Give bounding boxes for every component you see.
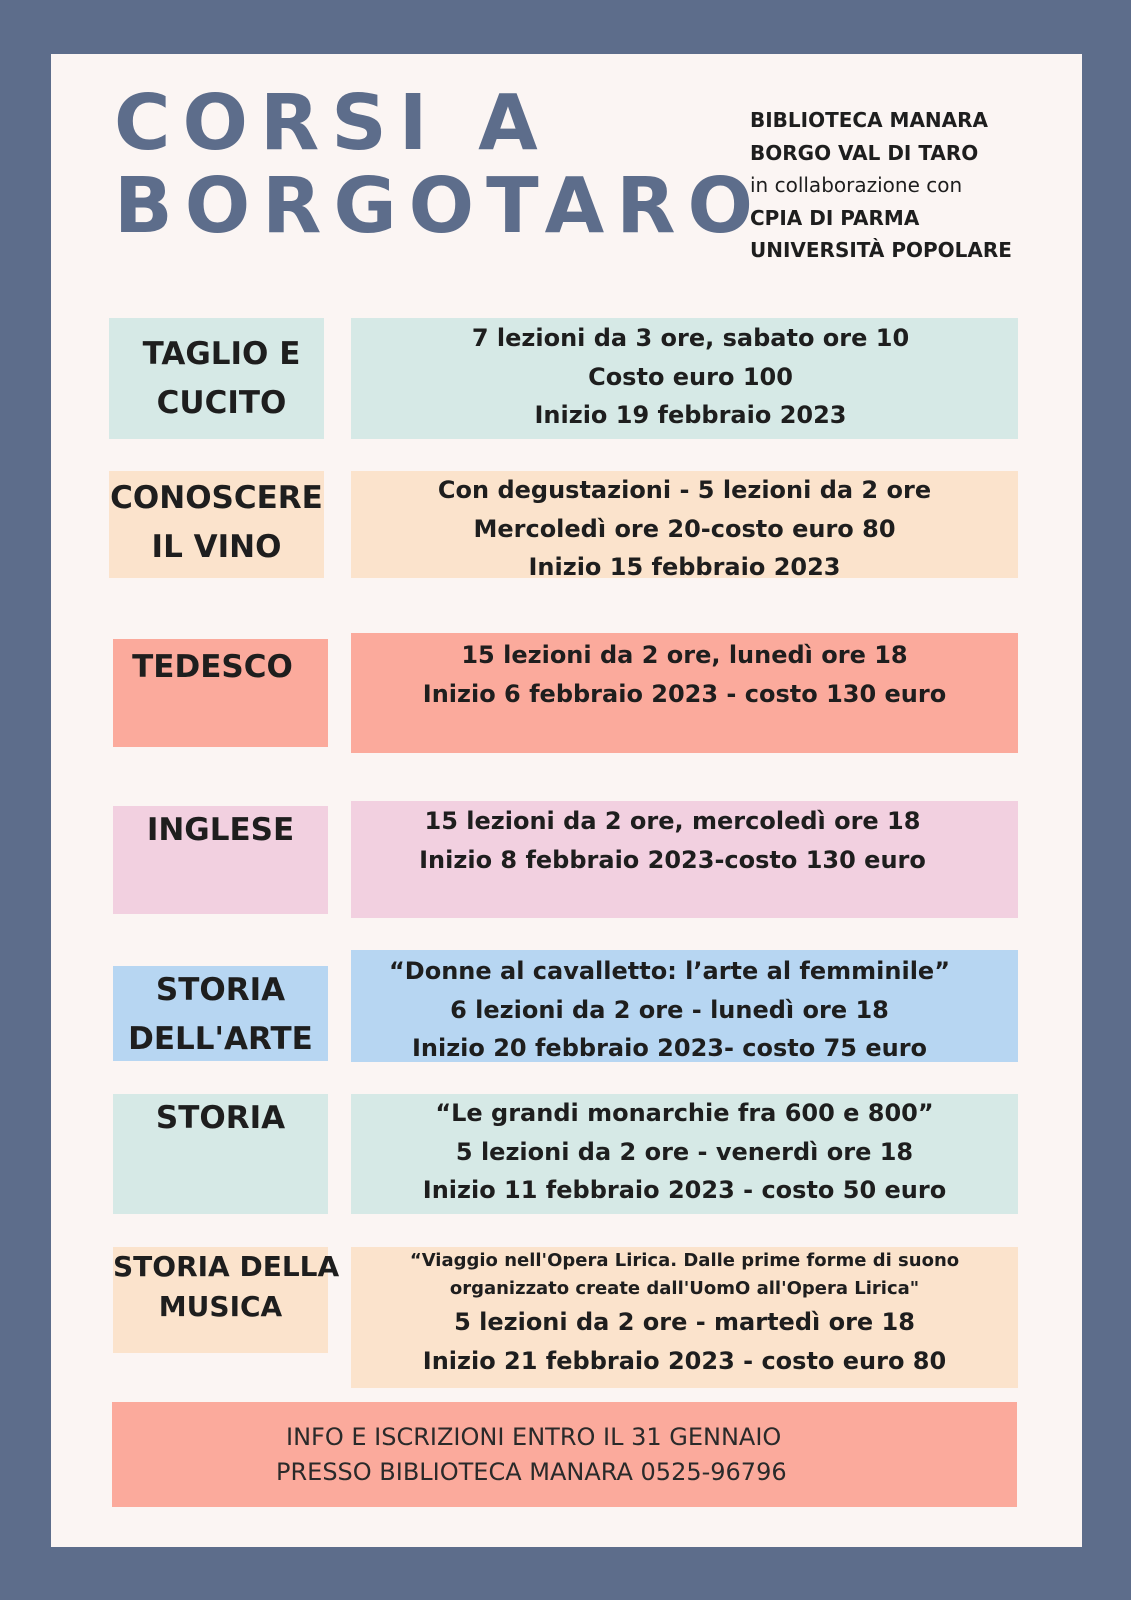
course-detail-line: 7 lezioni da 3 ore, sabato ore 10 [471, 324, 910, 352]
footer-contact: PRESSO BIBLIOTECA MANARA 0525-96796 [276, 1458, 787, 1486]
course-label-storia-arte [113, 966, 328, 1061]
course-name-line: CONOSCERE [110, 480, 323, 516]
course-details-storia-arte [351, 950, 1018, 1062]
course-details-inglese [351, 801, 1018, 918]
course-name-line: STORIA [155, 972, 286, 1008]
course-detail-line: Inizio 11 febbraio 2023 - costo 50 euro [422, 1176, 947, 1204]
course-label-tedesco [113, 639, 328, 747]
flyer-sheet [51, 54, 1082, 1547]
page-title [114, 79, 765, 251]
course-detail-line: Inizio 19 febbraio 2023 [534, 401, 847, 429]
course-detail-line: Inizio 20 febbraio 2023- costo 75 euro [411, 1034, 928, 1062]
course-name-line: TAGLIO E [142, 336, 301, 372]
course-subtitle-line: “Viaggio nell'Opera Lirica. Dalle prime forme di suono [409, 1250, 960, 1271]
course-label-storia [113, 1094, 328, 1214]
footer-registration: INFO E ISCRIZIONI ENTRO IL 31 GENNAIO [286, 1423, 782, 1451]
course-name-line: IL VINO [151, 529, 282, 565]
course-label-conoscere-vino [109, 471, 324, 578]
course-label-storia-musica [113, 1247, 340, 1353]
course-name-line: TEDESCO [132, 649, 293, 685]
course-detail-line: Mercoledì ore 20-costo euro 80 [473, 514, 896, 543]
course-details-taglio-cucito [351, 318, 1018, 439]
course-detail-line: “Donne al cavalletto: l’arte al femminile” [389, 957, 950, 985]
course-detail-line: Inizio 21 febbraio 2023 - costo euro 80 [422, 1346, 947, 1375]
organizer-library: BIBLIOTECA MANARA [750, 108, 989, 132]
organizer-town: BORGO VAL DI TARO [750, 140, 979, 165]
course-detail-line: Inizio 15 febbraio 2023 [528, 553, 841, 581]
course-details-storia [351, 1094, 1018, 1214]
course-detail-line: Con degustazioni - 5 lezioni da 2 ore [437, 476, 932, 504]
course-name-line: INGLESE [146, 812, 295, 848]
organizer-cpia: CPIA DI PARMA [750, 205, 920, 230]
course-name-line: DELL'ARTE [128, 1021, 313, 1057]
course-details-tedesco [351, 633, 1018, 753]
course-name-line: STORIA DELLA [113, 1250, 340, 1283]
course-name-line: MUSICA [158, 1290, 283, 1323]
course-detail-line: Inizio 6 febbraio 2023 - costo 130 euro [422, 679, 947, 708]
course-subtitle-line: organizzato create dall'UomO all'Opera Lirica" [449, 1278, 920, 1299]
course-detail-line: Costo euro 100 [588, 362, 793, 391]
organizer-university: UNIVERSITÀ POPOLARE [750, 238, 1012, 262]
course-detail-line: “Le grandi monarchie fra 600 e 800” [435, 1099, 934, 1127]
course-details-storia-musica [351, 1247, 1018, 1388]
course-detail-line: 5 lezioni da 2 ore - martedì ore 18 [454, 1308, 915, 1336]
title-line-1: CORSI A [114, 79, 550, 168]
course-label-taglio-cucito [109, 318, 324, 439]
organizers-block [750, 104, 1012, 267]
course-detail-line: 15 lezioni da 2 ore, mercoledì ore 18 [424, 807, 921, 835]
title-line-2: BORGOTARO [114, 162, 765, 251]
course-detail-line: 5 lezioni da 2 ore - venerdì ore 18 [455, 1137, 914, 1166]
course-name-line: STORIA [155, 1100, 286, 1136]
organizer-collab: in collaborazione con [750, 173, 963, 197]
course-detail-line: 6 lezioni da 2 ore - lunedì ore 18 [450, 995, 889, 1024]
course-details-conoscere-vino [351, 471, 1018, 581]
course-label-inglese [113, 806, 328, 914]
footer-info [112, 1402, 1017, 1507]
course-detail-line: Inizio 8 febbraio 2023-costo 130 euro [419, 845, 926, 874]
course-detail-line: 15 lezioni da 2 ore, lunedì ore 18 [461, 641, 908, 669]
course-name-line: CUCITO [156, 385, 287, 421]
